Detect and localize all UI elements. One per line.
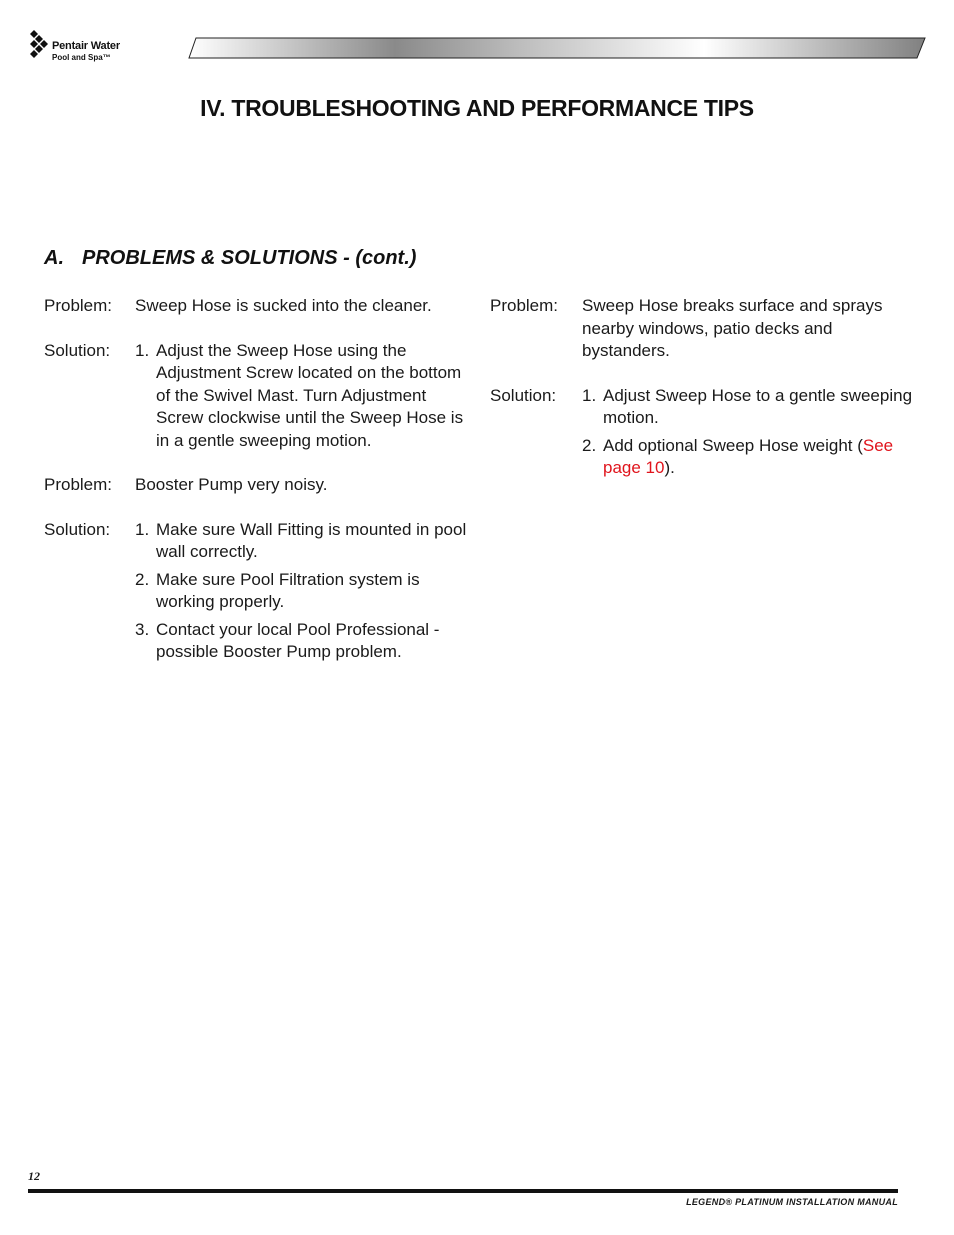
step-text: Adjust Sweep Hose to a gentle sweeping motion.	[603, 385, 913, 427]
step-text: Add optional Sweep Hose weight (	[603, 435, 863, 455]
problem-entry	[490, 295, 922, 363]
solution-step	[135, 619, 474, 664]
problem-text: Sweep Hose is sucked into the cleaner.	[135, 296, 432, 315]
pentair-logo	[28, 30, 148, 66]
step-text: Make sure Pool Filtration system is working properly.	[156, 569, 420, 611]
logo-subtitle: Pool and Spa™	[52, 53, 111, 62]
problem-text: Booster Pump very noisy.	[135, 475, 328, 494]
problem-entry	[44, 295, 474, 318]
solution-entry	[490, 385, 922, 480]
step-number: 1.	[582, 385, 597, 405]
section-heading	[44, 247, 416, 270]
solution-step	[582, 435, 922, 480]
solution-step	[135, 340, 474, 453]
header-gradient-bar	[188, 37, 926, 59]
step-number: 2.	[135, 569, 150, 589]
solution-label: Solution:	[44, 340, 111, 360]
right-column	[490, 295, 922, 480]
solution-entry	[44, 519, 474, 664]
problem-label: Problem:	[44, 475, 113, 494]
page-number: 12	[28, 1169, 40, 1183]
footer-rule	[28, 1189, 898, 1193]
step-text: Adjust the Sweep Hose using the Adjustment Screw located on the bottom of the Swivel Mast. Turn Adjustment Screw clockwise until the Sweep Hose is in a gentle sweeping motion.	[156, 340, 464, 450]
problem-label: Problem:	[44, 296, 113, 315]
solution-step	[135, 569, 474, 614]
step-number: 1.	[135, 519, 150, 539]
section-letter: A.	[44, 247, 64, 269]
solution-entry	[44, 340, 474, 453]
section-heading-text: PROBLEMS & SOLUTIONS - (cont.)	[82, 247, 417, 269]
solution-step	[135, 519, 474, 564]
see-page-link[interactable]: See page 10	[603, 435, 894, 477]
problem-text: Sweep Hose breaks surface and sprays nearby windows, patio decks and bystanders.	[582, 296, 883, 360]
logo-brand: Pentair Water	[52, 40, 120, 52]
solution-label: Solution:	[490, 385, 557, 405]
page-title: IV. TROUBLESHOOTING AND PERFORMANCE TIPS	[200, 95, 754, 121]
step-number: 3.	[135, 619, 150, 639]
problem-label: Problem:	[490, 296, 559, 315]
footer-manual-title: LEGEND® PLATINUM INSTALLATION MANUAL	[686, 1197, 898, 1207]
problem-entry	[44, 474, 474, 497]
solution-step	[582, 385, 922, 430]
solution-label: Solution:	[44, 519, 111, 539]
pentair-diamond-icon	[28, 30, 50, 60]
step-number: 2.	[582, 435, 597, 455]
step-number: 1.	[135, 340, 150, 360]
step-text-end: ).	[664, 458, 675, 477]
left-column	[44, 295, 474, 664]
step-text: Contact your local Pool Professional - possible Booster Pump problem.	[156, 619, 440, 661]
step-text: Make sure Wall Fitting is mounted in pool wall correctly.	[156, 519, 467, 561]
